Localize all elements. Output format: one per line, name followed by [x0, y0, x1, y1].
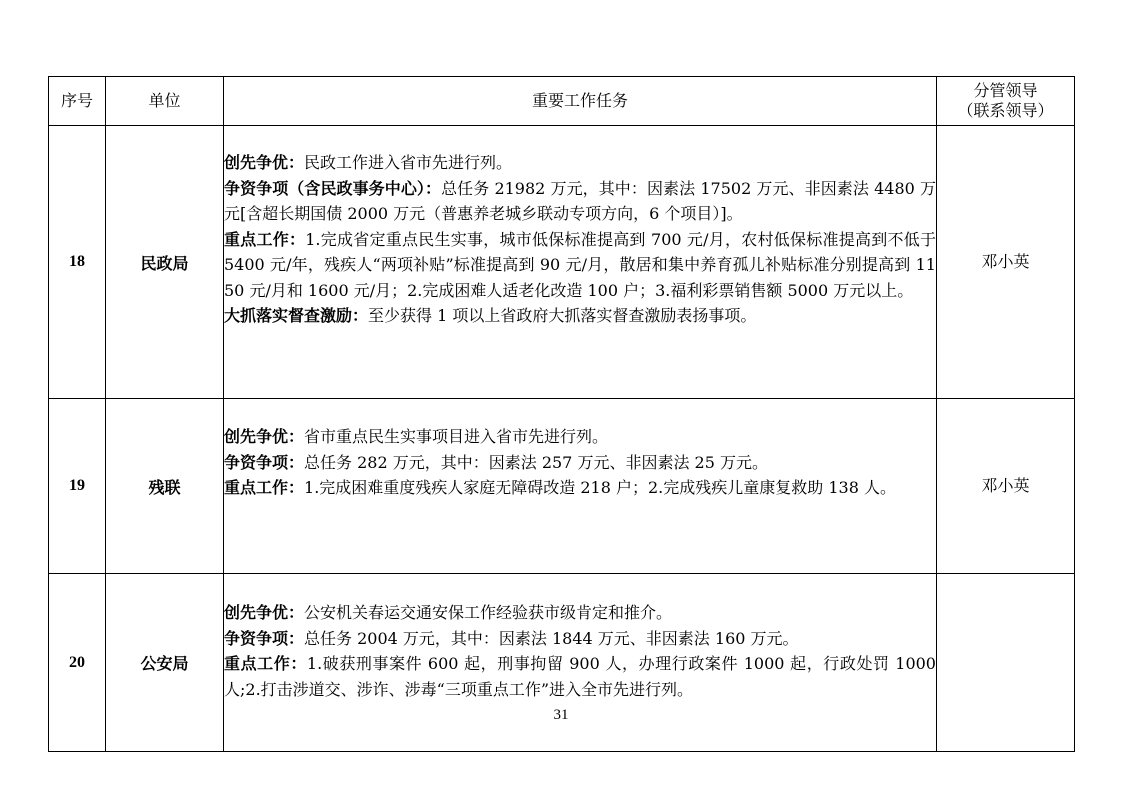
- task-label: 争资争项：: [224, 628, 305, 648]
- table-row: [49, 399, 1075, 574]
- row-tasks: [224, 574, 937, 752]
- task-label: 创先争优：: [224, 153, 305, 172]
- task-label: 创先争优：: [224, 427, 305, 446]
- header-leader-line1: 分管领导: [973, 81, 1038, 100]
- row-leader: 邓小英: [937, 399, 1075, 574]
- row-number: 18: [49, 126, 106, 399]
- row-unit: 公安局: [106, 574, 224, 752]
- task-text: 1.完成困难重度残疾人家庭无障碍改造 218 户；2.完成残疾儿童康复救助 138 人。: [304, 478, 896, 497]
- task-text: 总任务 21982 万元，其中：因素法 17502 万元、非因素法 4480 万元[含超长期国债 2000 万元（普惠养老城乡联动专项方向，6 个项目）]。: [224, 178, 936, 223]
- task-text: 1.破获刑事案件 600 起，刑事拘留 900 人，办理行政案件 1000 起，行政处罚 1000 人;2.打击涉道交、涉诈、涉毒“三项重点工作”进入全市先进行列。: [224, 654, 936, 699]
- task-text: 总任务 282 万元，其中：因素法 257 万元、非因素法 25 万元。: [304, 452, 768, 472]
- task-paragraph: [224, 651, 936, 702]
- row-number: 20: [49, 574, 106, 752]
- task-text: 民政工作进入省市先进行列。: [304, 153, 513, 172]
- task-paragraph: [224, 150, 936, 176]
- task-paragraph: [224, 600, 936, 626]
- task-text: 总任务 2004 万元，其中：因素法 1844 万元、非因素法 160 万元。: [304, 628, 799, 648]
- task-paragraph: [224, 626, 936, 652]
- header-leader: [937, 77, 1075, 126]
- task-text: 至少获得 1 项以上省政府大抓落实督查激励表扬事项。: [368, 306, 757, 325]
- table-row: [49, 126, 1075, 399]
- row-unit: 残联: [106, 399, 224, 574]
- row-leader: [937, 574, 1075, 752]
- task-label: 争资争项：: [224, 452, 305, 472]
- task-paragraph: [224, 303, 936, 329]
- header-leader-line2: （联系领导）: [957, 101, 1054, 120]
- task-text: 公安机关春运交通安保工作经验获市级肯定和推介。: [304, 603, 673, 622]
- row-tasks: [224, 399, 937, 574]
- table-row: [49, 574, 1075, 752]
- task-label: 争资争项（含民政事务中心）：: [224, 178, 442, 198]
- task-paragraph: [224, 450, 936, 476]
- header-unit: 单位: [106, 77, 224, 126]
- task-label: 大抓落实督查激励：: [224, 306, 369, 325]
- page-number: 31: [553, 707, 569, 723]
- row-unit: 民政局: [106, 126, 224, 399]
- task-label: 创先争优：: [224, 603, 305, 622]
- table-header-row: [49, 77, 1075, 126]
- header-task: 重要工作任务: [224, 77, 937, 126]
- task-text: 1.完成省定重点民生实事，城市低保标准提高到 700 元/月，农村低保标准提高到不低于 5400 元/年，残疾人“两项补贴”标准提高到 90 元/月，散居和集中养育孤儿补贴标准分别提高到 1150 元/月和 1600 元/月；2.完成困难人适老化改造 100 户；3.福利彩票销售额 5000 万元以上。: [224, 229, 936, 300]
- task-text: 省市重点民生实事项目进入省市先进行列。: [304, 427, 609, 446]
- task-label: 重点工作：: [224, 654, 307, 673]
- row-tasks: [224, 126, 937, 399]
- task-paragraph: [224, 176, 936, 227]
- row-number: 19: [49, 399, 106, 574]
- task-paragraph: [224, 475, 936, 501]
- task-paragraph: [224, 424, 936, 450]
- row-leader: 邓小英: [937, 126, 1075, 399]
- task-table: [48, 76, 1075, 752]
- header-no: 序号: [49, 77, 106, 126]
- task-paragraph: [224, 227, 936, 304]
- task-label: 重点工作：: [224, 229, 306, 249]
- task-label: 重点工作：: [224, 478, 305, 497]
